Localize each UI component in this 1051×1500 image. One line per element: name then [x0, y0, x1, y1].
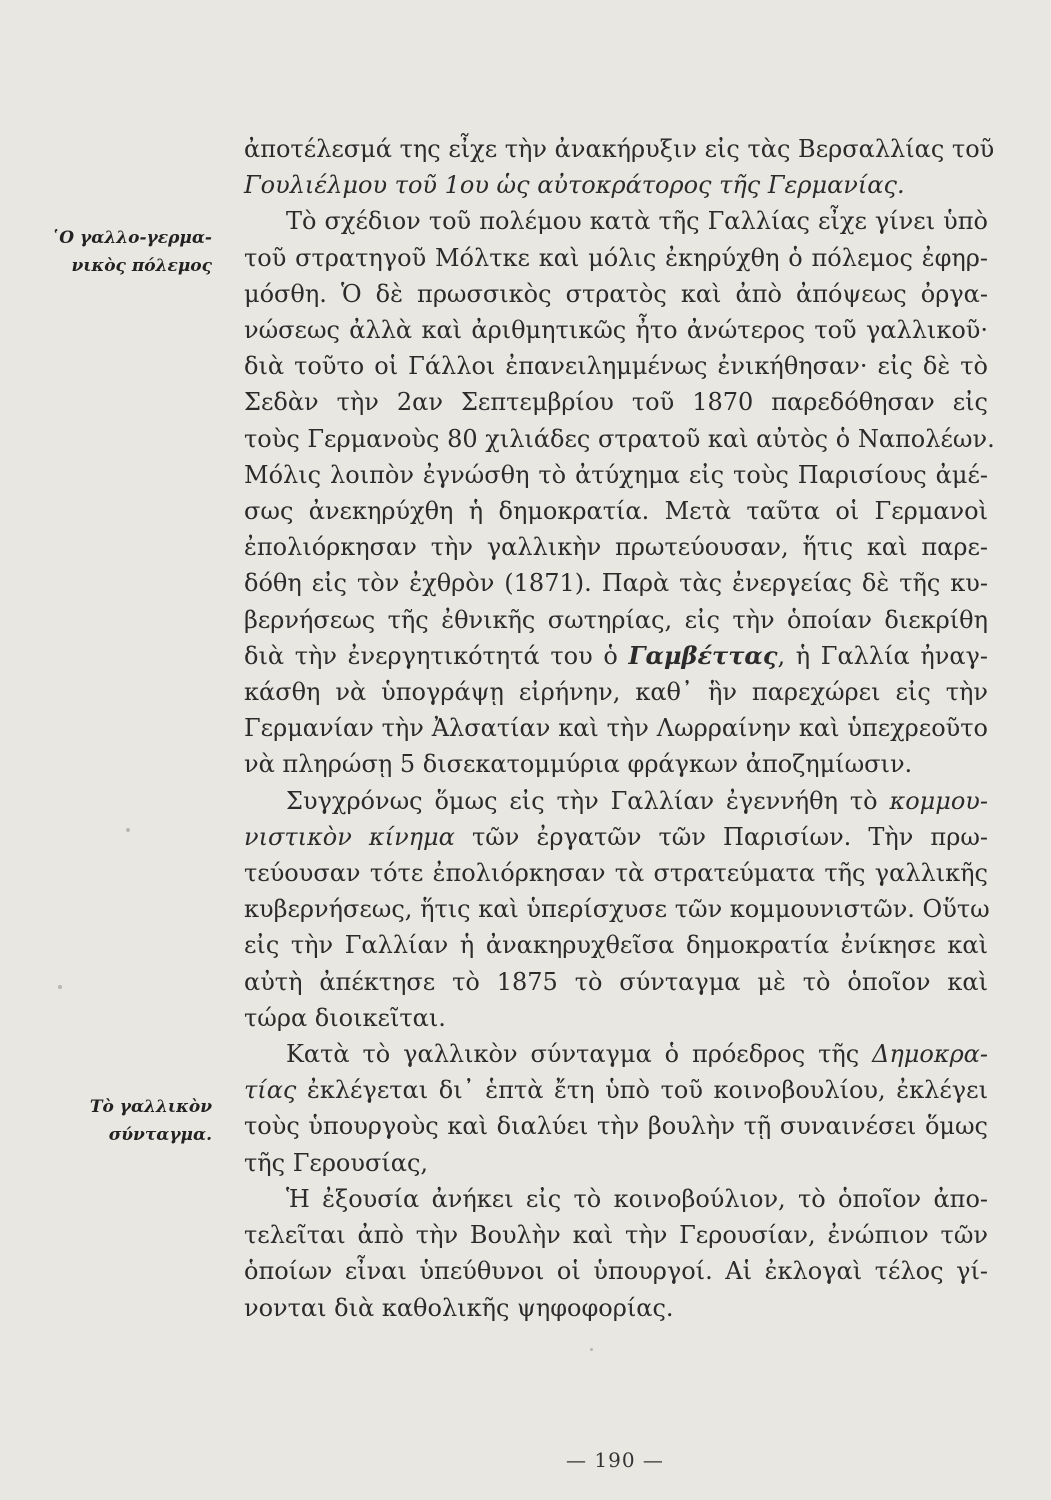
- page-number: — 190 —: [566, 1448, 664, 1472]
- text-line: Τὸ σχέδιον τοῦ πολέμου κατὰ τῆς Γαλλίας εἶχε γίνει ὑπὸ: [286, 207, 988, 236]
- text-line: δόθη εἰς τὸν ἐχθρὸν (1871). Παρὰ τὰς ἐνεργείας δὲ τῆς κυ-: [244, 569, 988, 598]
- text-line: τοὺς ὑπουργοὺς καὶ διαλύει τὴν βουλὴν τῇ συναινέσει ὅμως: [244, 1112, 988, 1141]
- text-line: [244, 638, 988, 674]
- text-line: Μόλις λοιπὸν ἐγνώσθη τὸ ἀτύχημα εἰς τοὺς Παρισίους ἀμέ-: [244, 460, 988, 489]
- text-line: νώσεως ἀλλὰ καὶ ἀριθμητικῶς ἦτο ἀνώτερος τοῦ γαλλικοῦ·: [244, 316, 988, 345]
- text-line: [244, 1072, 988, 1108]
- text-segment: ἐκλέγεται δι᾿ ἑπτὰ ἔτη ὑπὸ τοῦ κοινοβουλίου, ἐκλέγει: [306, 1076, 988, 1105]
- text-line: τῆς Γερουσίας,: [244, 1148, 429, 1177]
- text-line: ἐπολιόρκησαν τὴν γαλλικὴν πρωτεύουσαν, ἥτις καὶ παρε-: [244, 533, 988, 562]
- text-line: ἀποτέλεσμά της εἶχε τὴν ἀνακήρυξιν εἰς τὰς Βερσαλλίας τοῦ: [244, 135, 995, 163]
- italic-term: κομμου-: [889, 786, 988, 815]
- italic-term: τίας: [244, 1076, 297, 1105]
- text-line: Ἡ ἐξουσία ἀνήκει εἰς τὸ κοινοβούλιον, τὸ ὁποῖον ἀπο-: [286, 1184, 988, 1213]
- margin-note-line: σύνταγμα.: [108, 1125, 212, 1145]
- body-text: [244, 131, 995, 1326]
- text-line: νονται διὰ καθολικῆς ψηφοφορίας.: [244, 1293, 674, 1322]
- text-line: κυβερνήσεως, ἥτις καὶ ὑπερίσχυσε τῶν κομμουνιστῶν. Οὕτω: [244, 895, 990, 924]
- text-line: βερνήσεως τῆς ἐθνικῆς σωτηρίας, εἰς τὴν ὁποίαν διεκρίθη: [244, 605, 988, 634]
- margin-note-franco-german-war: [27, 224, 212, 280]
- margin-note-french-constitution: [27, 1093, 212, 1149]
- margin-note-line: νικὸς πόλεμος: [71, 256, 212, 276]
- name-gambetta: Γαμβέττας: [628, 640, 778, 670]
- text-line: κάσθη νὰ ὑπογράψῃ εἰρήνην, καθ᾿ ἣν παρεχώρει εἰς τὴν: [244, 678, 988, 707]
- text-line: σως ἀνεκηρύχθη ἡ δημοκρατία. Μετὰ ταῦτα οἱ Γερμανοὶ: [244, 497, 988, 526]
- text-line: νὰ πληρώσῃ 5 δισεκατομμύρια φράγκων ἀποζημίωσιν.: [244, 750, 913, 779]
- text-line: ὁποίων εἶναι ὑπεύθυνοι οἱ ὑπουργοί. Αἱ ἐκλογαὶ τέλος γί-: [244, 1257, 988, 1286]
- text-line: τελεῖται ἀπὸ τὴν Βουλὴν καὶ τὴν Γερουσίαν, ἐνώπιον τῶν: [244, 1221, 988, 1250]
- text-segment: τῶν ἐργατῶν τῶν Παρισίων. Τὴν πρω-: [471, 822, 988, 851]
- text-line: Γουλιέλμου τοῦ 1ου ὡς αὐτοκράτορος τῆς Γερμανίας.: [244, 171, 905, 200]
- text-line: εἰς τὴν Γαλλίαν ἡ ἀνακηρυχθεῖσα δημοκρατία ἐνίκησε καὶ: [244, 931, 988, 960]
- text-segment: Συγχρόνως ὅμως εἰς τὴν Γαλλίαν ἐγεννήθη τὸ: [286, 786, 878, 815]
- text-line: τοὺς Γερμανοὺς 80 χιλιάδες στρατοῦ καὶ αὐτὸς ὁ Ναπολέων.: [244, 424, 995, 453]
- text-line: μόσθη. Ὁ δὲ πρωσσικὸς στρατὸς καὶ ἀπὸ ἀπόψεως ὀργα-: [244, 279, 988, 308]
- paper-speck: [590, 1348, 593, 1351]
- text-line: διὰ τοῦτο οἱ Γάλλοι ἐπανειλημμένως ἐνικήθησαν· εἰς δὲ τὸ: [244, 352, 988, 381]
- text-line: αὐτὴ ἀπέκτησε τὸ 1875 τὸ σύνταγμα μὲ τὸ ὁποῖον καὶ: [244, 967, 988, 996]
- text-segment: διὰ τὴν ἐνεργητικότητά του ὁ: [244, 641, 618, 670]
- paper-speck: [58, 985, 62, 989]
- margin-note-line: Τὸ γαλλικὸν: [89, 1097, 212, 1117]
- text-line: [244, 819, 988, 855]
- text-line: [244, 1036, 988, 1072]
- text-line: Σεδὰν τὴν 2αν Σεπτεμβρίου τοῦ 1870 παρεδόθησαν εἰς: [244, 388, 988, 417]
- text-line: Γερμανίαν τὴν Ἀλσατίαν καὶ τὴν Λωρραίνην καὶ ὑπεχρεοῦτο: [244, 714, 988, 743]
- paper-speck: [126, 828, 130, 832]
- text-line: [244, 783, 988, 819]
- text-segment: Κατὰ τὸ γαλλικὸν σύνταγμα ὁ πρόεδρος τῆς: [286, 1040, 860, 1069]
- text-segment: , ἡ Γαλλία ἠναγ-: [777, 641, 988, 670]
- italic-term: Δημοκρα-: [872, 1040, 988, 1069]
- text-line: τοῦ στρατηγοῦ Μόλτκε καὶ μόλις ἐκηρύχθη ὁ πόλεμος ἐφηρ-: [244, 243, 988, 272]
- margin-note-line: ῾Ο γαλλο-γερμα-: [50, 228, 212, 248]
- text-line: τεύουσαν τότε ἐπολιόρκησαν τὰ στρατεύματα τῆς γαλλικῆς: [244, 859, 988, 888]
- text-line: τώρα διοικεῖται.: [244, 1003, 446, 1032]
- italic-term: νιστικὸν κίνημα: [244, 822, 455, 851]
